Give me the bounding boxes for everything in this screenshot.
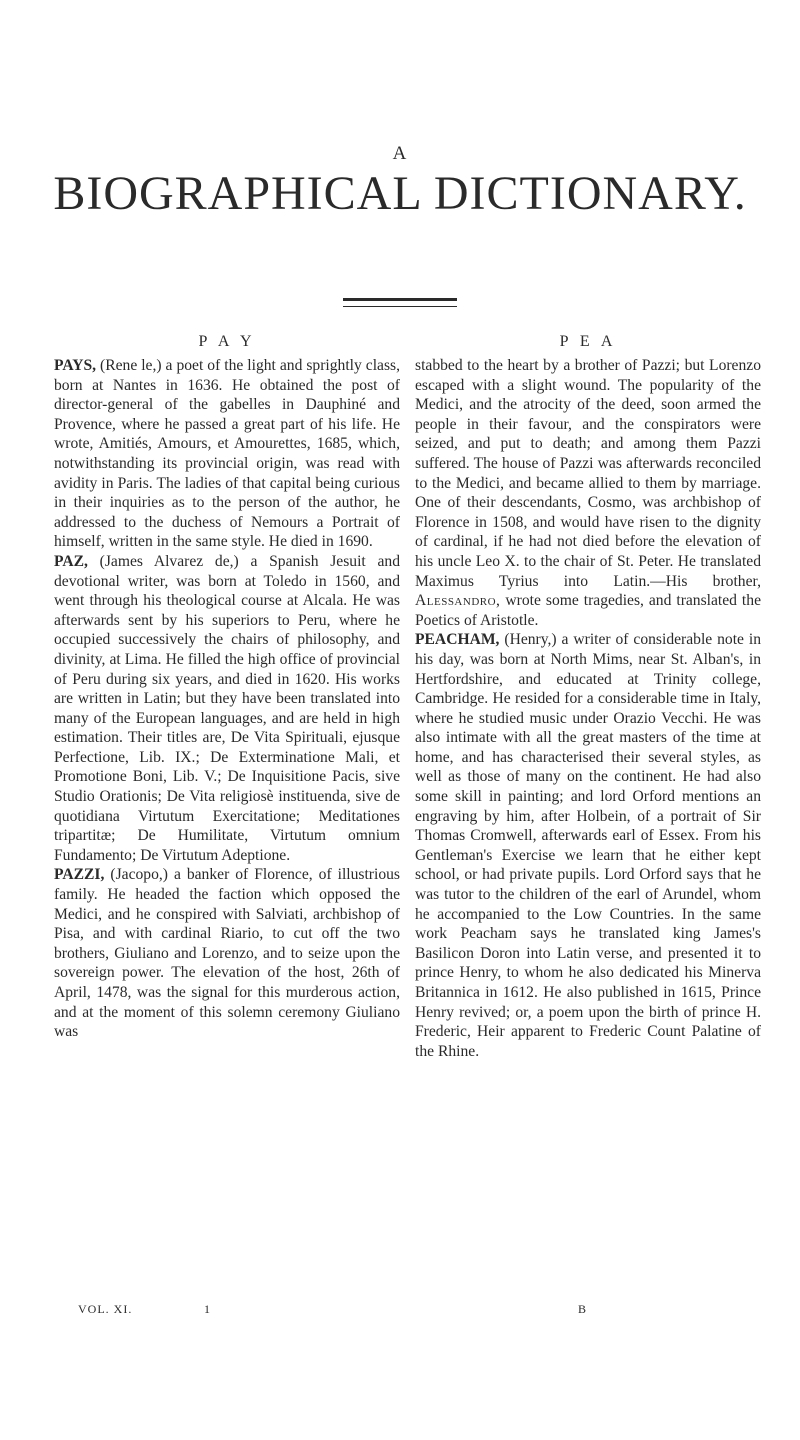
entry-text: stabbed to the heart by a brother of Pazzi; but Lorenzo escaped with a slight wound. The popularity of the Medici, and the atrocity of the deed, soon armed the people in their favour, and the conspirators were seized, and put to death; and among them Pazzi suffered. The house of Pazzi was afterwards reconciled to the Medici, and became allied to them by marriage. One of their descendants, Cosmo, was archbishop of Florence in 1508, and would have risen to the dignity of cardinal, if he had not died before the elevation of his uncle Leo X. to the chair of St. Peter. He translated Maximus Tyrius into Latin.—His brother, (415, 357, 761, 590)
cross-reference-name: Alessandro, (415, 592, 501, 610)
entry-text: (Rene le,) a poet of the light and sprightly class, born at Nantes in 1636. He obtained the post of director-general of the gabelles in Dauphiné and Provence, where he passed a great part of his life. He wrote, Amitiés, Amours, et Amourettes, 1685, which, notwithstanding its provincial origin, was read with avidity in Paris. The ladies of that capital being curious in their inquiries as to the person of the author, he addressed to the duchess of Nemours a Portrait of himself, written in the same style. He died in 1690. (54, 357, 400, 551)
entry-pays (54, 356, 400, 552)
entry-pazzi (54, 865, 400, 1041)
entry-headword: PAYS, (54, 357, 97, 374)
entry-peacham (415, 630, 761, 1061)
right-column (415, 331, 761, 1061)
entry-paz (54, 552, 400, 866)
signature-mark: B (578, 1302, 588, 1316)
entry-text: (Henry,) a writer of considerable note in his day, was born at North Mims, near St. Alban's, in Hertfordshire, and educated at Trinity college, Cambridge. He resided for a considerable time in Italy, where he studied music under Orazio Vecchi. He was also intimate with all the great masters of the time at home, and has characterised their several styles, as well as those of many on the continent. He had also some skill in painting; and lord Orford mentions an engraving by him, after Holbein, of a portrait of Sir Thomas Cromwell, afterwards earl of Essex. From his Gentleman's Exercise we learn that he either kept school, or had private pupils. Lord Orford says that he was tutor to the children of the earl of Arundel, whom he accompanied to the Low Countries. In the same work Peacham says he translated king James's Basilicon Doron into Latin verse, and presented it to prince Henry, to whom he also dedicated his Minerva Britannica in 1612. He also published in 1615, Prince Henry revived; or, a poem upon the birth of prince H. Frederic, Heir apparent to Frederic Count Palatine of the Rhine. (415, 631, 761, 1060)
entry-text: wrote some tragedies, and translated the Poetics of Aristotle. (415, 592, 761, 629)
running-head-right: P E A (559, 333, 617, 350)
entry-headword: PAZ, (54, 552, 88, 570)
running-head-left: P A Y (198, 333, 256, 350)
entry-pazzi-continued (415, 356, 761, 630)
title-rule-thick (343, 298, 457, 301)
title-rule-thin (343, 306, 457, 307)
left-column (54, 331, 400, 1042)
volume-label: VOL. XI. (78, 1302, 133, 1316)
entry-headword: PAZZI, (54, 866, 105, 884)
entry-headword: PEACHAM, (415, 631, 500, 649)
page-title: BIOGRAPHICAL DICTIONARY. (53, 167, 747, 220)
entry-text: (James Alvarez de,) a Spanish Jesuit and devotional writer, was born at Toledo in 1560, and went through his theological course at Alcala. He was afterwards sent by his superiors to Peru, where he occupied successively the chairs of philosophy, and divinity, at Lima. He filled the high office of provincial of Peru during six years, and died in 1620. His works are written in Latin; but they have been translated into many of the European languages, and are held in high estimation. Their titles are, De Vita Spirituali, ejusque Perfectione, Lib. IX.; De Exterminatione Mali, et Promotione Boni, Lib. V.; De Inquisitione Pacis, sive Studio Orationis; De Vita religiosè instituenda, sive de quotidiana Virtutum Exercitatione; Meditationes tripartitæ; De Humilitate, Virtutum omnium Fundamento; De Virtutum Adeptione. (54, 552, 400, 864)
entry-text: (Jacopo,) a banker of Florence, of illustrious family. He headed the faction which opposed the Medici, and he conspired with Salviati, archbishop of Pisa, and with cardinal Riario, to cut off the two brothers, Giuliano and Lorenzo, and to seize upon the sovereign power. The elevation of the host, 26th of April, 1478, was the signal for this murderous action, and at the moment of this solemn ceremony Giuliano was (54, 866, 400, 1041)
series-letter: A (392, 143, 408, 164)
page-number: 1 (204, 1302, 211, 1316)
